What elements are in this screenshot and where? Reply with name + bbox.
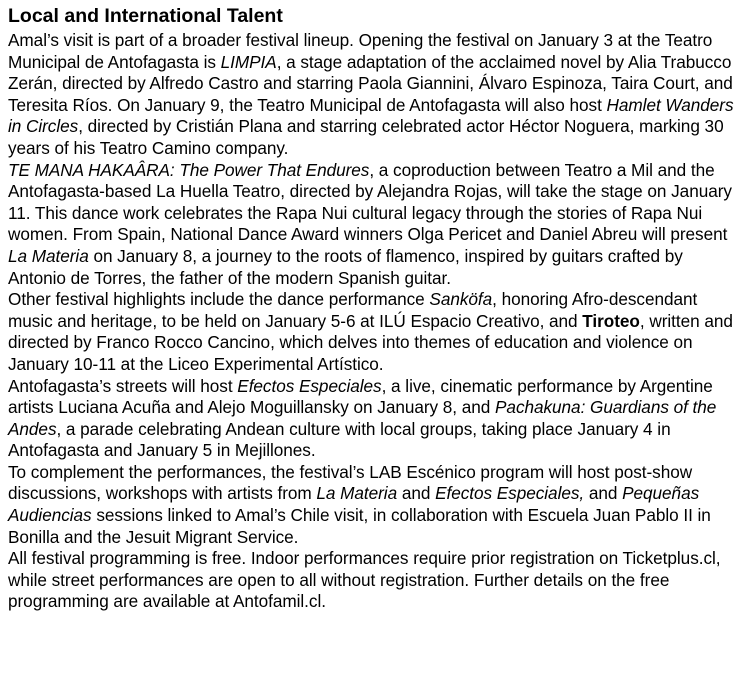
italic-title: La Materia <box>316 483 398 504</box>
paragraph <box>8 30 742 160</box>
italic-title: Hamlet Wanders in Circles <box>8 94 734 137</box>
text-run: , honoring Afro-descendant music and heritage, to be held on January 5-6 at ILÚ Espacio Creativo, and <box>8 289 698 331</box>
text-run: , a parade celebrating Andean culture with local groups, taking place January 4 in Antofagasta and January 5 in Mejillones. <box>8 418 671 461</box>
text-run: on January 8, a journey to the roots of flamenco, inspired by guitars crafted by Antonio de Torres, the father of the modern Spanish guitar. <box>8 245 683 288</box>
text-run: sessions linked to Amal’s Chile visit, in collaboration with Escuela Juan Pablo II in Bonilla and the Jesuit Migrant Service. <box>8 505 711 547</box>
text-run: , directed by Cristián Plana and starring celebrated actor Héctor Noguera, marking 30 years of his Teatro Camino company. <box>8 116 724 158</box>
bold-title: Tiroteo <box>582 310 640 331</box>
italic-title: Pachakuna: Guardians of the Andes <box>8 397 717 439</box>
paragraph <box>8 289 742 375</box>
italic-title: Efectos Especiales <box>237 375 382 396</box>
italic-title: Efectos Especiales, <box>435 483 585 504</box>
italic-title: La Materia <box>8 245 89 266</box>
text-run: , written and directed by Franco Rocco Cancino, which delves into themes of education and violence on January 10-11 at the Liceo Experimental Artístico. <box>8 310 733 374</box>
section-heading: Local and International Talent <box>8 5 283 27</box>
italic-title: Sanköfa <box>429 289 493 310</box>
text-run: , a stage adaptation of the acclaimed novel by Alia Trabucco Zerán, directed by Alfredo Castro and starring Paola Giannini, Álvaro Espinoza, Taira Court, and Teresita Ríos. On January 9, the Teatro Municipal de Antofagasta will also host <box>8 51 733 115</box>
paragraph <box>8 160 742 290</box>
italic-title: TE MANA HAKAÂRA: The Power That Endures <box>8 159 370 180</box>
article-body <box>8 30 742 613</box>
paragraph <box>8 462 742 548</box>
paragraph <box>8 376 742 462</box>
text-run: and <box>397 483 436 504</box>
text-run: Antofagasta’s streets will host <box>8 375 238 396</box>
text-run: , a live, cinematic performance by Argentine artists Luciana Acuña and Alejo Moguillansky on January 8, and <box>8 375 713 418</box>
text-run: Amal’s visit is part of a broader festival lineup. Opening the festival on January 3 at the Teatro Municipal de Antofagasta is <box>8 30 713 72</box>
text-run: Other festival highlights include the dance performance <box>8 289 430 310</box>
text-run: and <box>584 483 623 504</box>
text-run: , a coproduction between Teatro a Mil and the Antofagasta-based La Huella Teatro, directed by Alejandra Rojas, will take the stage on January 11. This dance work celebrates the Rapa Nui cultural legacy through the stories of Rapa Nui women. From Spain, National Dance Award winners Olga Pericet and Daniel Abreu will present <box>8 159 732 245</box>
italic-title: Pequeñas Audiencias <box>8 483 700 526</box>
text-run: To complement the performances, the festival’s LAB Escénico program will host post-show discussions, workshops with artists from <box>8 461 693 504</box>
italic-title: LIMPIA <box>220 51 277 72</box>
paragraph <box>8 548 742 613</box>
text-run: All festival programming is free. Indoor performances require prior registration on Ticketplus.cl, while street performances are open to all without registration. Further details on the free programming are available at Antofamil.cl. <box>8 548 721 612</box>
